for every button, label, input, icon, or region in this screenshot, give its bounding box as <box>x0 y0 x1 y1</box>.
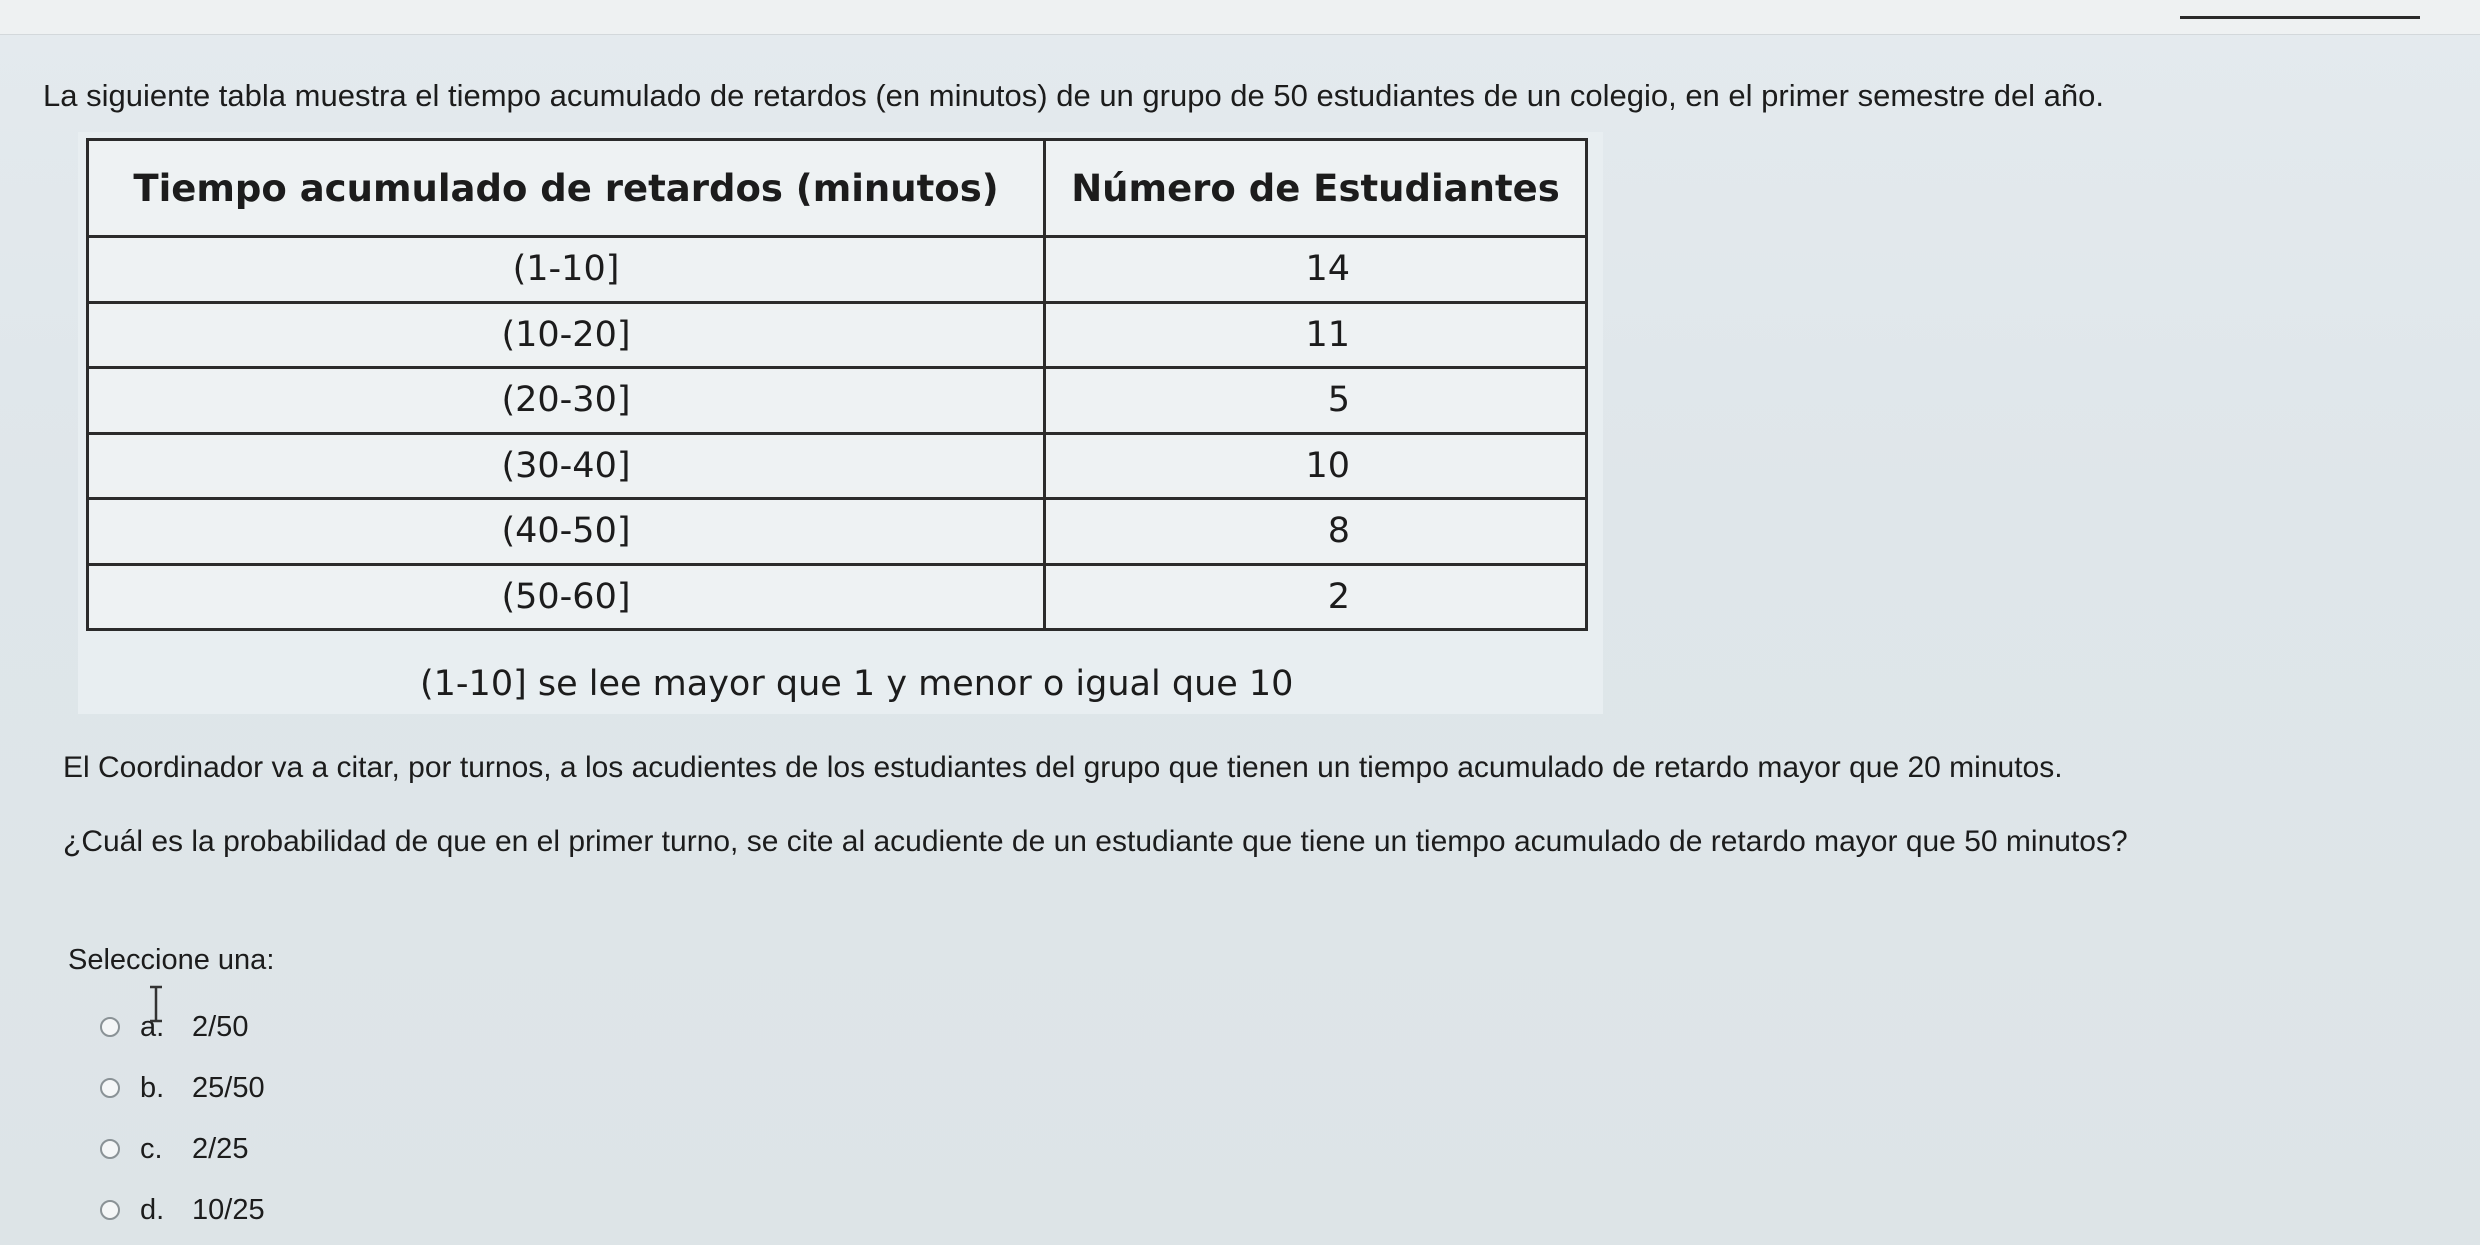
top-bar <box>0 0 2480 35</box>
header-time: Tiempo acumulado de retardos (minutos) <box>88 140 1045 237</box>
interval-cell: (50-60] <box>88 564 1045 630</box>
radio-button-c[interactable] <box>100 1139 120 1159</box>
count-cell: 11 <box>1045 302 1587 368</box>
option-text: 2/50 <box>192 1010 249 1043</box>
option-letter: a. <box>140 1010 165 1043</box>
answer-option-c[interactable] <box>100 1129 248 1169</box>
select-one-label: Seleccione una: <box>68 944 275 976</box>
count-cell: 8 <box>1045 499 1587 565</box>
table-row <box>88 368 1587 434</box>
text-cursor-icon <box>148 985 164 1023</box>
radio-button-d[interactable] <box>100 1200 120 1220</box>
table-row <box>88 237 1587 303</box>
option-letter: d. <box>140 1193 165 1226</box>
header-students: Número de Estudiantes <box>1045 140 1587 237</box>
frequency-table <box>86 138 1588 631</box>
top-bar-line <box>2180 16 2420 19</box>
option-text: 25/50 <box>192 1071 265 1104</box>
question-intro: La siguiente tabla muestra el tiempo acumulado de retardos (en minutos) de un grupo de 50 estudiantes de un colegio, en el primer semestre del año. <box>43 78 2105 113</box>
count-cell: 5 <box>1045 368 1587 434</box>
radio-button-b[interactable] <box>100 1078 120 1098</box>
table-row <box>88 564 1587 630</box>
table-row <box>88 499 1587 565</box>
answer-option-a[interactable] <box>100 1007 248 1047</box>
interval-cell: (40-50] <box>88 499 1045 565</box>
count-cell: 2 <box>1045 564 1587 630</box>
table-row <box>88 302 1587 368</box>
interval-cell: (10-20] <box>88 302 1045 368</box>
option-letter: c. <box>140 1132 163 1165</box>
question-paragraph-2: ¿Cuál es la probabilidad de que en el primer turno, se cite al acudiente de un estudiante que tiene un tiempo acumulado de retardo mayor que 50 minutos? <box>63 825 2128 858</box>
option-text: 10/25 <box>192 1193 265 1226</box>
count-cell: 14 <box>1045 237 1587 303</box>
option-letter: b. <box>140 1071 165 1104</box>
answer-option-d[interactable] <box>100 1190 265 1230</box>
interval-note: (1-10] se lee mayor que 1 y menor o igual que 10 <box>420 664 1294 704</box>
interval-cell: (30-40] <box>88 433 1045 499</box>
radio-button-a[interactable] <box>100 1017 120 1037</box>
interval-cell: (1-10] <box>88 237 1045 303</box>
table-header-row <box>88 140 1587 237</box>
answer-option-b[interactable] <box>100 1068 265 1108</box>
table-row <box>88 433 1587 499</box>
count-cell: 10 <box>1045 433 1587 499</box>
option-text: 2/25 <box>192 1132 249 1165</box>
interval-cell: (20-30] <box>88 368 1045 434</box>
question-paragraph-1: El Coordinador va a citar, por turnos, a los acudientes de los estudiantes del grupo que tienen un tiempo acumulado de retardo mayor que 20 minutos. <box>63 751 2063 784</box>
